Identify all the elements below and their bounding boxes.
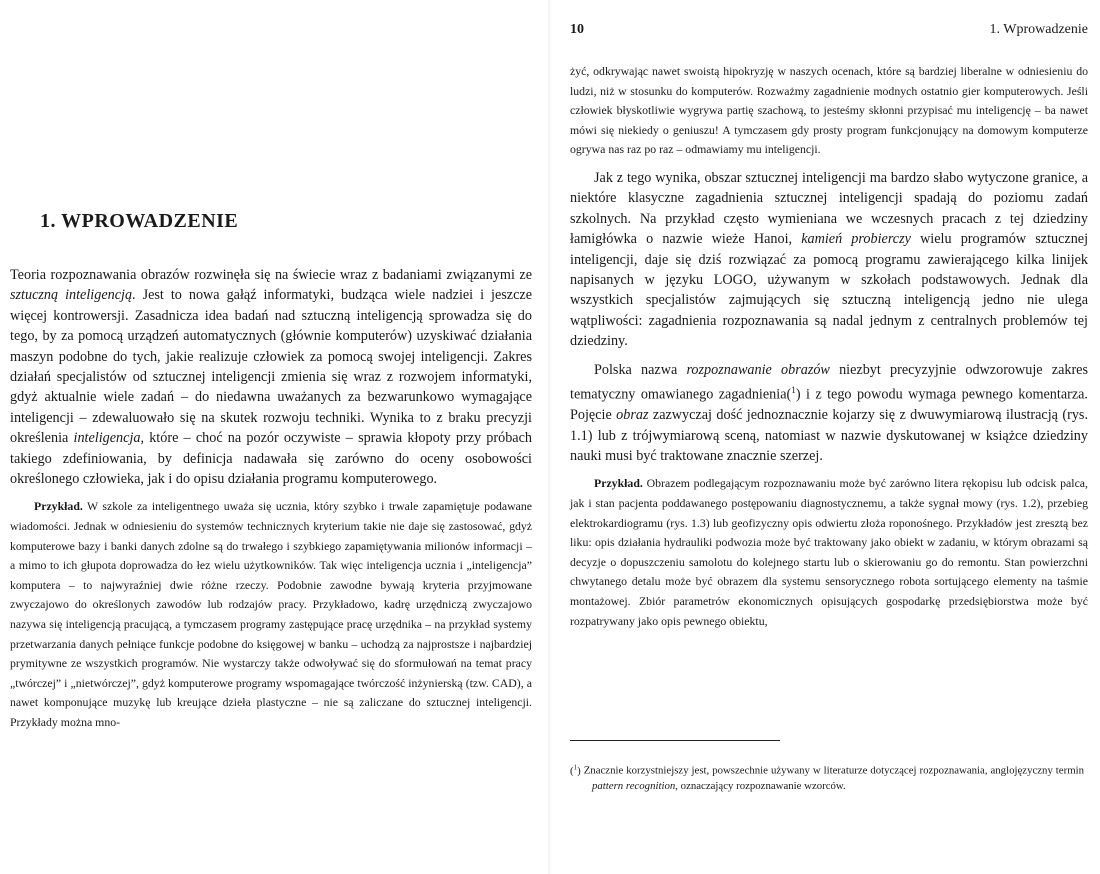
running-title: 1. Wprowadzenie [989, 22, 1088, 37]
left-page-body [10, 265, 532, 741]
intro-paragraph [10, 265, 532, 489]
chapter-title: 1. WPROWADZENIE [40, 210, 239, 232]
footnote-reference: 1 [791, 385, 796, 396]
right-page [550, 0, 1100, 874]
footnote-number: 1 [573, 763, 578, 771]
text-run: Obrazem podlegającym rozpoznawaniu może być zarówno litera rękopisu lub odcisk palca, jak i stan pacjenta poddawanego postępowaniu diagnostycznemu, a także sygnał mowy (rys. 1.2), przebieg elektrokardiogramu (rys. 1.3) lub geofizyczny opis odwiertu złoża roponośnego. Przykładów jest zresztą bez liku: opis działania hydrauliki podwozia może być traktowany jako obiekt w zadaniu, w którym obrazami są decyzje o dopuszczeniu samolotu do kolejnego startu lub o skierowaniu go do remontu. Stan powierzchni chwytanego detalu może być obrazem dla systemu sensorycznego robota sortującego elementy na taśmie montażowej. Zbiór parametrów ekonomicznych opisujących gospodarkę przedsiębiorstwa może być rozpatrywany jako opis pewnego obiektu, [570, 476, 1088, 628]
naming-paragraph [570, 360, 1088, 467]
example-paragraph [570, 474, 1088, 631]
emphasis-term: inteligencja [73, 430, 141, 447]
text-run: , które – choć na pozór oczywiste – sprawia kłopoty przy próbach takiego zdefiniowania, by definicja nadawała się zarówno do oceny osobowości określonego człowieka, jak i do opisu działania programu komputerowego. [10, 430, 532, 488]
continuation-paragraph: żyć, odkrywając nawet swoistą hipokryzję w naszych ocenach, które są bardziej liberalne w odniesieniu do ludzi, niż w stosunku do komputerów. Rozważmy zagadnienie modnych ostatnio gier komputerowych. Jeśli człowiek błyskotliwie wygrywa partię szachową, to jesteśmy skłonni przypisać mu inteligencję – ba nawet mówi się niekiedy o geniuszu! A tymczasem gdy prosty program funkcjonujący na domowym komputerze ogrywa nas raz po raz – odmawiamy mu inteligencji. [570, 64, 1088, 157]
text-run: Jak z tego wynika, obszar sztucznej inteligencji ma bardzo słabo wytyczone granice, a niektóre klasyczne zagadnienia sztucznej inteligencji spadają do poziomu zadań szkolnych. Na przykład często wymieniana we wczesnych pracach z tej dziedziny łamigłówka o nazwie wieże Hanoi, [570, 169, 1088, 248]
emphasis-term: pattern recognition [592, 779, 676, 792]
right-page-body [570, 62, 1088, 639]
text-run: . Jest to nowa gałąź informatyki, budząca wiele nadziei i jeszcze więcej kontrowersji. Zasadnicza idea badań nad sztuczną inteligencją sprowadza się do tego, by za pomocą urządzeń automatycznych (głównie komputerów) uzyskiwać działania maszyn podobne do tych, jakie realizuje człowiek za pomocą swojej inteligencji. Zakres działań specjalistów od sztucznej inteligencji zmienia się wraz z rozwojem informatyki, gdyż aktualnie wiele zadań – do niedawna uważanych za bezwarunkowo wymagające inteligencji – zdewaluowało się na skutek rozwoju techniki. Wynika to z braku precyzji określenia [10, 287, 532, 447]
text-run: , oznaczający rozpoznawanie wzorców. [675, 779, 846, 792]
text-run: wielu programów sztucznej inteligencji, daje się dziś rozwiązać za pomocą programu zawierającego kilka linijek napisanych w języku LOGO, używanym w szkołach podstawowych. Jednak dla wszystkich specjalistów zajmujących się sztuczną inteligencją jedno nie ulega wątpliwości: zagadnienia rozpoznawania są nadal jednym z centralnych problemów tej dziedziny. [570, 231, 1089, 350]
footnote-text [570, 760, 1084, 794]
example-label: Przykład. [594, 476, 643, 491]
text-run: zazwyczaj dość jednoznacznie kojarzy się z dwuwymiarową ilustracją (rys. 1.1) lub z trójwymiarową sceną, natomiast w nazwie dyskutowanej w książce dziedziny nauki musi być traktowane znacznie szerzej. [570, 407, 1088, 464]
example-paragraph [10, 497, 532, 732]
footnote [570, 760, 1084, 794]
text-run: W szkole za inteligentnego uważa się ucznia, który szybko i trwale zapamiętuje podawane wiadomości. Jednak w odniesieniu do systemów technicznych kryterium takie nie daje się zastosować, gdyż komputerowe bazy i banki danych zdolne są do trwałego i szybkiego zapamiętywania milionów informacji – a mimo to ich głupota doprowadza do łez wielu użytkowników. Tak więc inteligencja ucznia i „inteligencja” komputera – to najwyraźniej dwie różne rzeczy. Podobnie zawodne bywają kryteria przyjmowane zwyczajowo do określonych zawodów lub rodzajów pracy. Przykładowo, kadrę urzędniczą zwyczajowo nazywa się inteligencją pracującą, a tymczasem programy zastępujące pracę urzędnika – na przykład systemy przetwarzania danych pełniące funkcje podobne do księgowej w banku – uchodzą za najprostsze i najbardziej prymitywne ze wszystkich programów. Nie wystarczy także odwoływać się do sformułowań na temat pracy „twórczej” i „nietwórczej”, gdyż komputerowe programy wspomagające twórczość inżynierską (tzw. CAD), a nawet komponujące muzykę lub kreujące dzieła plastyczne – nie są zaliczane do sztucznej inteligencji. Przykłady można mno- [10, 499, 532, 729]
emphasis-term: obraz [616, 407, 649, 424]
footnote-paren: ) [577, 764, 581, 777]
text-run: Teoria rozpoznawania obrazów rozwinęła się na świecie wraz z badaniami związanymi ze [10, 267, 532, 283]
footnote-divider [570, 740, 780, 741]
example-label: Przykład. [34, 499, 83, 514]
emphasis-term: rozpoznawanie obrazów [686, 361, 830, 378]
text-run: niezbyt precyzyjnie odwzorowuje zakres tematyczny omawianego zagadnienia( [570, 361, 1089, 403]
text-run: ) i z tego powodu wymaga pewnego komentarza. Pojęcie [570, 386, 1088, 424]
page-number: 10 [570, 22, 584, 37]
text-run: Znacznie korzystniejszy jest, powszechnie używany w literaturze dotyczącej rozpoznawania, anglojęzyczny termin [580, 764, 1084, 777]
footnote-marker [570, 765, 581, 777]
emphasis-term: sztuczną inteligencją [10, 287, 133, 304]
emphasis-term: kamień probierczy [801, 231, 911, 248]
scope-paragraph [570, 168, 1088, 352]
footnote-paren: ( [570, 764, 574, 777]
text-run: Polska nazwa [594, 361, 687, 378]
